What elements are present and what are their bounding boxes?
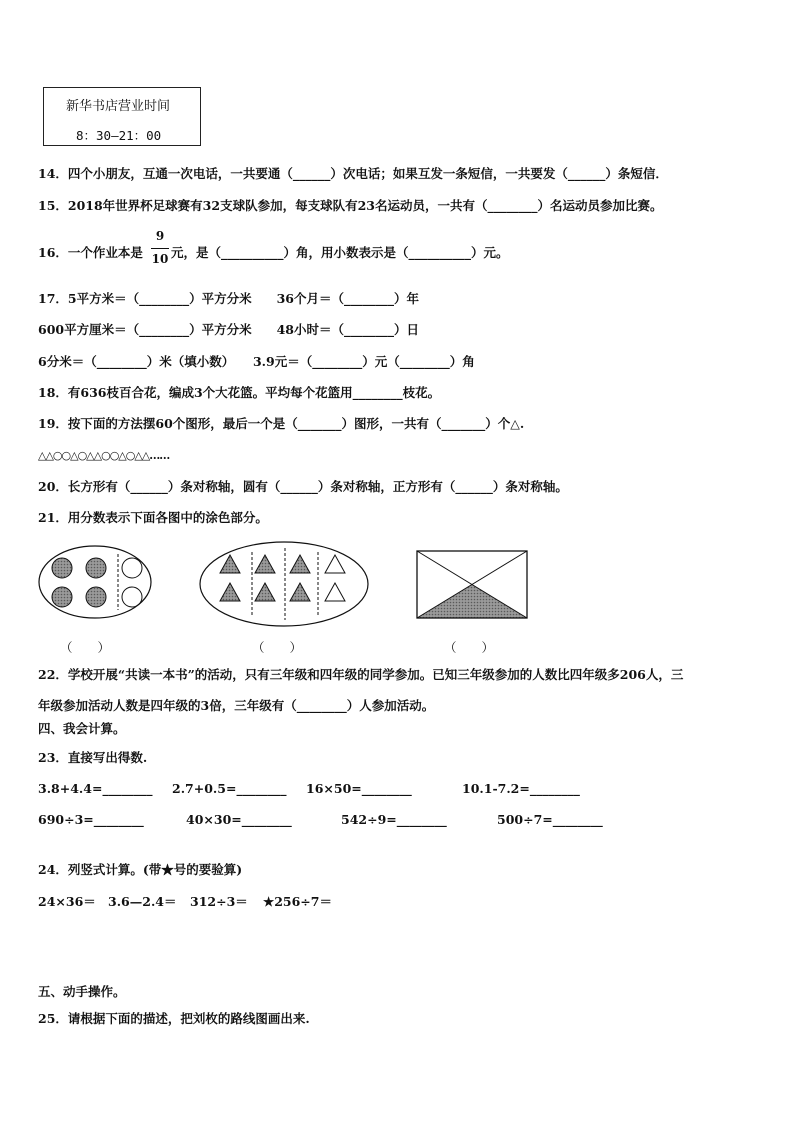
figure-1-answer: （ ）	[60, 640, 111, 655]
figure-2-triangles	[198, 538, 378, 630]
question-24: 24．列竖式计算。(带★号的要验算)	[38, 862, 243, 877]
calc-row1-item2: 2.7+0.5=________	[172, 781, 287, 796]
question-23: 23．直接写出得数.	[38, 750, 148, 765]
figure-1-circles	[36, 542, 156, 622]
fraction-bar	[151, 248, 169, 249]
vertical-calc-4: ★256÷7＝	[263, 894, 332, 909]
section-4-title: 四、我会计算。	[38, 721, 126, 736]
calc-row2-item1: 690÷3=________	[38, 812, 144, 827]
business-hours-sign	[43, 87, 201, 146]
question-21: 21．用分数表示下面各图中的涂色部分。	[38, 510, 268, 525]
section-5-title: 五、动手操作。	[38, 984, 126, 999]
question-22-line-2: 年级参加活动人数是四年级的3倍，三年级有（________）人参加活动。	[38, 698, 435, 713]
question-18: 18．有636枝百合花，编成3个大花篮。平均每个花篮用________枝花。	[38, 385, 441, 400]
question-16-after: 元，是（__________）角，用小数表示是（__________）元。	[171, 245, 509, 260]
question-17-line-3: 6分米＝（________）米（填小数） 3.9元＝（________）元（________）角	[38, 354, 475, 369]
sign-hours: 8：30—21：00	[76, 128, 162, 143]
sign-title: 新华书店营业时间	[66, 99, 171, 114]
calc-row1-item1: 3.8+4.4=________	[38, 781, 153, 796]
figure-3-answer: （ ）	[444, 640, 495, 655]
calc-row2-item2: 40×30=________	[186, 812, 292, 827]
question-22-line-1: 22．学校开展“共读一本书”的活动，只有三年级和四年级的同学参加。已知三年级参加的人数比四年级多206人，三	[38, 667, 684, 682]
fraction-denominator: 10	[151, 252, 169, 266]
calc-row1-item4: 10.1-7.2=________	[462, 781, 580, 796]
question-25: 25．请根据下面的描述，把刘枚的路线图画出来.	[38, 1011, 310, 1026]
question-17-line-2: 600平方厘米＝（________）平方分米 48小时＝（________）日	[38, 322, 419, 337]
vertical-calc-2: 3.6—2.4＝	[108, 894, 177, 909]
question-20: 20．长方形有（______）条对称轴，圆有（______）条对称轴，正方形有（______）条对称轴。	[38, 479, 568, 494]
calc-row2-item3: 542÷9=________	[341, 812, 447, 827]
fraction-numerator: 9	[155, 229, 165, 243]
question-14: 14．四个小朋友，互通一次电话，一共要通（______）次电话；如果互发一条短信，一共要发（______）条短信．	[38, 166, 668, 181]
figure-3-rectangle	[416, 550, 532, 622]
question-16-before: 16．一个作业本是	[38, 245, 143, 260]
figure-2-answer: （ ）	[252, 640, 303, 655]
question-19-pattern: △△○○△○△△○○△○△△……	[38, 449, 170, 462]
calc-row2-item4: 500÷7=________	[497, 812, 603, 827]
vertical-calc-3: 312÷3＝	[190, 894, 248, 909]
vertical-calc-1: 24×36＝	[38, 894, 96, 909]
question-17-line-1: 17．5平方米＝（________）平方分米 36个月＝（________）年	[38, 291, 419, 306]
question-15: 15．2018年世界杯足球赛有32支球队参加，每支球队有23名运动员，一共有（________）名运动员参加比赛。	[38, 198, 663, 213]
calc-row1-item3: 16×50=________	[306, 781, 412, 796]
question-19: 19．按下面的方法摆60个图形，最后一个是（_______）图形，一共有（_______）个△.	[38, 416, 525, 431]
